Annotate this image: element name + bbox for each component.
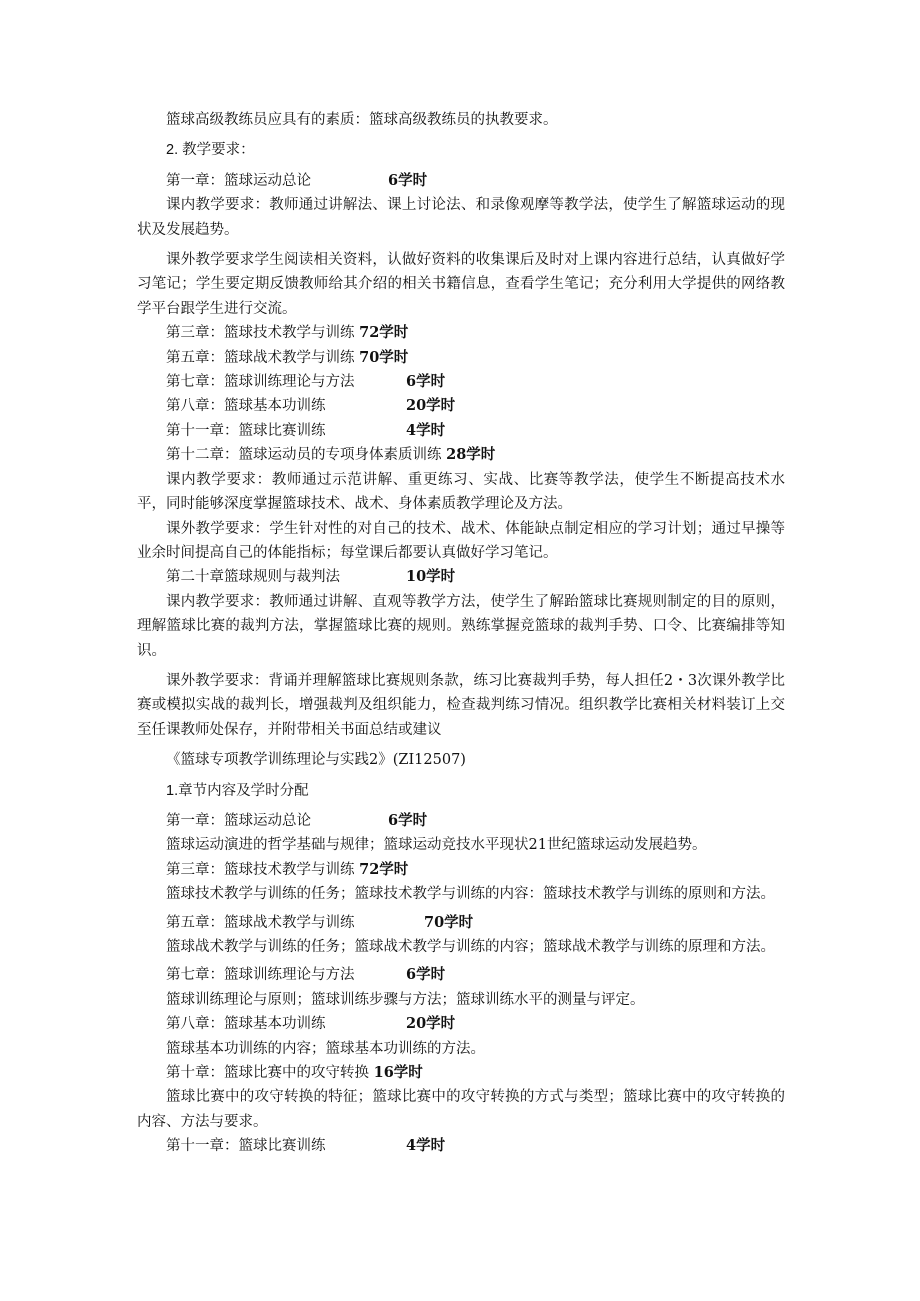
chapter-hours: 72学时 — [359, 324, 409, 342]
out-class-requirement: 课外教学要求学生阅读相关资料，认做好资料的收集课后及时对上课内容进行总结，认真做好学习笔记；学生要定期反馈教师给其介绍的相关书籍信息，查看学生笔记；充分利用大学提供的网络教学平台跟学生进行交流。 — [137, 252, 785, 317]
chapter-7-line — [137, 370, 785, 394]
chapter-hours: 70学时 — [359, 348, 409, 366]
chapter-description: 篮球比赛中的攻守转换的特征；篮球比赛中的攻守转换的方式与类型；篮球比赛中的攻守转换的内容、方法与要求。 — [137, 1089, 785, 1130]
chapter-title: 第十二章：篮球运动员的专项身体素质训练 — [166, 447, 442, 464]
chapter-title: 第七章：篮球训练理论与方法 — [166, 967, 355, 984]
chapter-20-line — [137, 565, 785, 589]
chapter-hours: 16学时 — [373, 1064, 423, 1082]
chapter-title: 第一章：篮球运动总论 — [166, 812, 311, 829]
chapter-description: 篮球训练理论与原则；篮球训练步骤与方法；篮球训练水平的测量与评定。 — [166, 991, 645, 1008]
chapter-12-line — [137, 443, 785, 467]
chapter-title: 第十一章：篮球比赛训练 — [166, 1138, 326, 1155]
chapter-title: 第五章：篮球战术教学与训练 — [166, 349, 355, 366]
chapter-8-line — [137, 1012, 785, 1036]
course-title: 《篮球专项教学训练理论与实践2》(ZI12507) — [166, 752, 466, 769]
chapter-title: 第十章：篮球比赛中的攻守转换 — [166, 1065, 369, 1082]
chapter-title: 第七章：篮球训练理论与方法 — [166, 374, 355, 391]
chapter-hours: 20学时 — [406, 1015, 456, 1033]
chapter-hours: 72学时 — [359, 860, 409, 878]
chapter-hours: 6学时 — [388, 811, 428, 829]
chapter-description: 篮球技术教学与训练的任务；篮球技术教学与训练的内容：篮球技术教学与训练的原则和方法。 — [166, 886, 775, 903]
in-class-requirement: 课内教学要求：教师通过讲解、直观等教学方法，使学生了解跆篮球比赛规则制定的目的原则，理解篮球比赛的裁判方法，掌握篮球比赛的规则。熟练掌握竞篮球的裁判手势、口令、比赛编排等知识。 — [137, 593, 785, 659]
chapter-1-line — [137, 809, 785, 833]
chapter-8-line — [137, 394, 785, 418]
quality-paragraph: 篮球高级教练员应具有的素质：篮球高级教练员的执教要求。 — [166, 112, 558, 128]
chapter-hours: 28学时 — [446, 446, 496, 464]
chapter-hours: 10学时 — [406, 568, 456, 586]
chapter-5-line — [137, 911, 785, 935]
chapter-title: 第二十章篮球规则与裁判法 — [166, 569, 340, 586]
document-page — [137, 108, 785, 1159]
chapter-3-line — [137, 858, 785, 882]
chapter-11-line — [137, 419, 785, 443]
in-class-requirement: 课内教学要求：教师通过讲解法、课上讨论法、和录像观摩等教学法，使学生了解篮球运动的现状及发展趋势。 — [137, 197, 785, 238]
chapter-hours: 4学时 — [406, 421, 446, 439]
chapter-hours: 6学时 — [388, 171, 428, 189]
chapter-10-line — [137, 1061, 785, 1085]
chapter-description: 篮球运动演进的哲学基础与规律；篮球运动竞技水平现状21世纪篮球运动发展趋势。 — [166, 837, 707, 854]
chapter-hours: 70学时 — [424, 913, 474, 931]
chapter-title: 第一章：篮球运动总论 — [166, 172, 311, 189]
chapter-description: 篮球基本功训练的内容；篮球基本功训练的方法。 — [166, 1040, 485, 1057]
chapter-title: 第八章：篮球基本功训练 — [166, 398, 326, 415]
in-class-requirement: 课内教学要求：教师通过示范讲解、重更练习、实战、比赛等教学法，使学生不断提高技术水平，同时能够深度掌握篮球技术、战术、身体素质教学理论及方法。 — [137, 471, 785, 513]
chapter-1-line — [137, 169, 785, 193]
chapter-title: 第五章：篮球战术教学与训练 — [166, 914, 355, 931]
chapter-title: 第八章：篮球基本功训练 — [166, 1016, 326, 1033]
chapter-hours: 4学时 — [406, 1137, 446, 1155]
chapter-7-line — [137, 963, 785, 987]
chapter-5-line — [137, 346, 785, 370]
chapter-3-line — [137, 321, 785, 345]
teaching-requirements-heading: 2. 教学要求： — [166, 142, 255, 159]
chapter-title: 第三章：篮球技术教学与训练 — [166, 325, 355, 342]
chapter-hours: 6学时 — [406, 373, 446, 391]
chapter-11-line — [137, 1134, 785, 1158]
chapter-hours: 6学时 — [406, 966, 446, 984]
chapter-description: 篮球战术教学与训练的任务；篮球战术教学与训练的内容；篮球战术教学与训练的原理和方法。 — [166, 939, 775, 955]
out-class-requirement: 课外教学要求：背诵并理解篮球比赛规则条款，练习比赛裁判手势，每人担任2・3次课外教学比赛或模拟实战的裁判长，增强裁判及组织能力，检查裁判练习情况。组织教学比赛相关材料装订上交至任课教师处保存，并附带相关书面总结或建议 — [137, 672, 785, 738]
chapter-title: 第十一章：篮球比赛训练 — [166, 422, 326, 439]
out-class-requirement: 课外教学要求：学生针对性的对自己的技术、战术、体能缺点制定相应的学习计划；通过早操等业余时间提高自己的体能指标；每堂课后都要认真做好学习笔记。 — [137, 520, 785, 561]
chapter-allocation-heading: 1.章节内容及学时分配 — [166, 782, 309, 799]
chapter-title: 第三章：篮球技术教学与训练 — [166, 861, 355, 878]
chapter-hours: 20学时 — [406, 397, 456, 415]
